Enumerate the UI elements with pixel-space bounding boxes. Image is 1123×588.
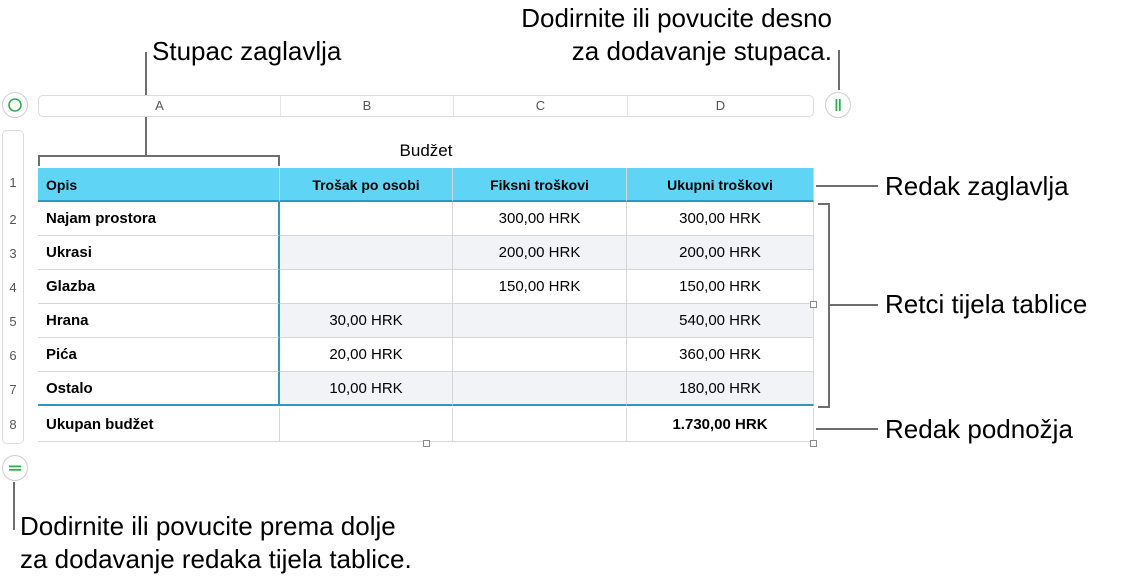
- callout-header-column: Stupac zaglavlja: [152, 36, 342, 66]
- footer-cell[interactable]: [280, 408, 453, 442]
- callout-add-rows: [20, 510, 412, 576]
- body-cell[interactable]: 10,00 HRK: [280, 372, 453, 406]
- callout-add-columns: [470, 2, 832, 68]
- table-row: [38, 372, 814, 406]
- row-header-6[interactable]: 6: [9, 348, 17, 363]
- add-rows-button[interactable]: [2, 455, 28, 481]
- table-row: [38, 236, 814, 270]
- body-cell[interactable]: [280, 202, 453, 236]
- column-header-b[interactable]: B: [281, 96, 454, 116]
- row-header-7[interactable]: 7: [9, 382, 17, 397]
- body-cell[interactable]: 300,00 HRK: [453, 202, 627, 236]
- body-cell[interactable]: [280, 270, 453, 304]
- row-header-2[interactable]: 2: [9, 212, 17, 227]
- body-cell[interactable]: 200,00 HRK: [453, 236, 627, 270]
- callout-body-rows: Retci tijela tablice: [885, 289, 1088, 319]
- footer-cell[interactable]: 1.730,00 HRK: [627, 408, 814, 442]
- body-cell[interactable]: 300,00 HRK: [627, 202, 814, 236]
- row-header-8[interactable]: 8: [9, 417, 17, 432]
- body-cell[interactable]: 180,00 HRK: [627, 372, 814, 406]
- row-header-4[interactable]: 4: [9, 280, 17, 295]
- body-cell[interactable]: 200,00 HRK: [627, 236, 814, 270]
- column-header-d[interactable]: D: [715, 98, 726, 113]
- body-cell[interactable]: [453, 338, 627, 372]
- callout-add-columns-line2: za dodavanje stupaca.: [571, 36, 832, 66]
- body-cell[interactable]: 540,00 HRK: [627, 304, 814, 338]
- table-row: [38, 270, 814, 304]
- select-table-button[interactable]: [2, 92, 28, 118]
- body-cell[interactable]: Pića: [38, 338, 280, 372]
- leader-body-rows: [830, 304, 878, 306]
- row-header-1[interactable]: 1: [9, 175, 17, 190]
- resize-handle-bottom[interactable]: [423, 440, 430, 447]
- double-bar-vertical-icon: [826, 93, 850, 117]
- circle-icon: [3, 93, 27, 117]
- leader-add-columns: [838, 50, 840, 90]
- footer-cell[interactable]: Ukupan budžet: [38, 408, 280, 442]
- header-cell-c[interactable]: Fiksni troškovi: [453, 168, 627, 202]
- column-header-c[interactable]: C: [454, 96, 628, 116]
- body-cell[interactable]: 360,00 HRK: [627, 338, 814, 372]
- body-cell[interactable]: Ukrasi: [38, 236, 280, 270]
- table-footer-row: [38, 408, 814, 442]
- row-header-5[interactable]: 5: [9, 314, 17, 329]
- table-row: [38, 338, 814, 372]
- leader-footer-row: [816, 428, 878, 430]
- body-cell[interactable]: 150,00 HRK: [627, 270, 814, 304]
- double-bar-horizontal-icon: [3, 456, 27, 480]
- bracket-body-rows-bottom: [818, 406, 830, 408]
- add-columns-button[interactable]: [825, 92, 851, 118]
- header-cell-d[interactable]: Ukupni troškovi: [627, 168, 814, 202]
- callout-add-rows-line1: Dodirnite ili povucite prema dolje: [20, 511, 396, 541]
- leader-add-rows: [13, 482, 15, 530]
- table-row: [38, 304, 814, 338]
- footer-cell[interactable]: [453, 408, 627, 442]
- body-cell[interactable]: Hrana: [38, 304, 280, 338]
- column-header-a[interactable]: A: [39, 96, 281, 116]
- callout-header-row: Redak zaglavlja: [885, 171, 1069, 201]
- header-cell-a[interactable]: Opis: [38, 168, 280, 202]
- row-header-bar[interactable]: [2, 130, 24, 444]
- body-cell[interactable]: [453, 304, 627, 338]
- body-cell[interactable]: Glazba: [38, 270, 280, 304]
- body-cell[interactable]: 30,00 HRK: [280, 304, 453, 338]
- body-cell[interactable]: 20,00 HRK: [280, 338, 453, 372]
- resize-handle-right[interactable]: [810, 301, 817, 308]
- table-row: [38, 202, 814, 236]
- bracket-body-rows-top: [818, 203, 830, 205]
- body-cell[interactable]: [453, 372, 627, 406]
- callout-add-columns-line1: Dodirnite ili povucite desno: [521, 3, 832, 33]
- body-cell[interactable]: 150,00 HRK: [453, 270, 627, 304]
- callout-add-rows-line2: za dodavanje redaka tijela tablice.: [20, 544, 412, 574]
- table-header-row: [38, 168, 814, 202]
- resize-handle-corner[interactable]: [810, 440, 817, 447]
- column-header-bar[interactable]: [38, 95, 814, 117]
- row-header-3[interactable]: 3: [9, 246, 17, 261]
- callout-footer-row: Redak podnožja: [885, 414, 1073, 444]
- body-cell[interactable]: Ostalo: [38, 372, 280, 406]
- body-cell[interactable]: Najam prostora: [38, 202, 280, 236]
- header-cell-b[interactable]: Trošak po osobi: [280, 168, 453, 202]
- body-cell[interactable]: [280, 236, 453, 270]
- leader-header-row: [816, 185, 878, 187]
- table-title: Budžet: [399, 141, 453, 160]
